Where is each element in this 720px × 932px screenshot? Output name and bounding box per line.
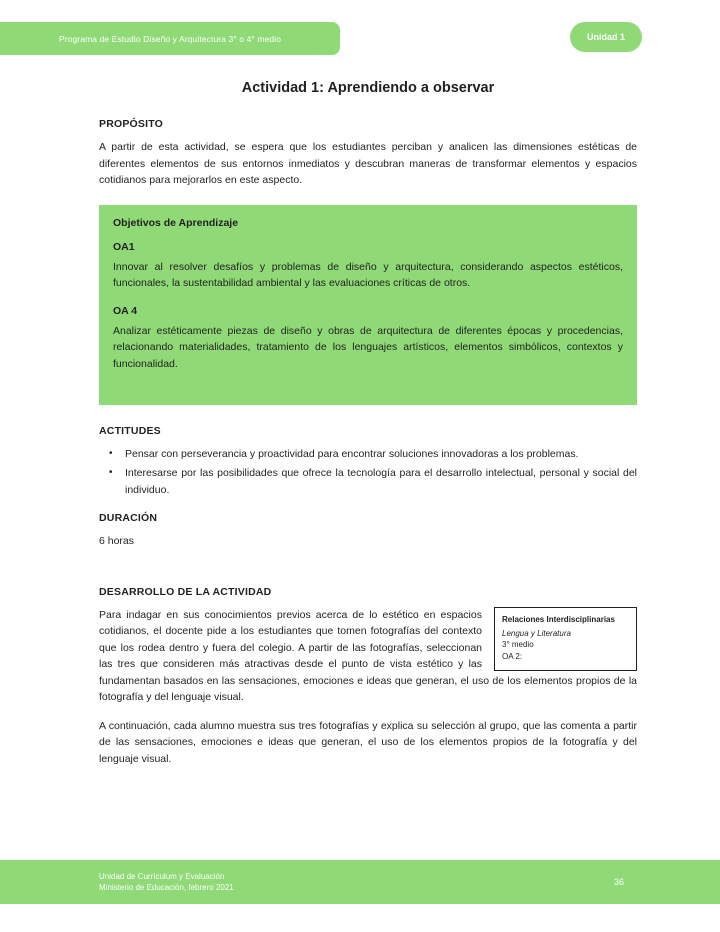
section-label-attitudes: ACTITUDES xyxy=(99,424,161,437)
header-program-bar xyxy=(0,22,340,55)
oa-code-2: OA 4 xyxy=(113,304,138,317)
development-paragraph-1: Para indagar en sus conocimientos previos acerca de lo estético en espacios cotidianos, el docente pide a los estudiantes que tomen fotografías del contexto que los rodea dentro y fuera del colegio. A partir de las fotografías, seleccionan las tres que consideren más atractivas desde el punto de vista estético y las fundamentan basados en las sensaciones, emociones e ideas que generan, el uso de los elementos propios de la fotografía y del lenguaje visual. xyxy=(99,608,637,703)
interdisciplinary-subject: Lengua y Literatura xyxy=(502,628,571,638)
footer-page-number: 36 xyxy=(613,877,624,887)
page-title: Actividad 1: Aprendiendo a observar xyxy=(241,80,495,96)
oa-text-1: Innovar al resolver desafíos y problemas de diseño y arquitectura, considerando aspectos estéticos, funcionales, la sustentabilidad ambiental y las evaluaciones críticas de otros. xyxy=(113,260,623,289)
footer-credits xyxy=(99,871,234,894)
document-content xyxy=(99,80,637,779)
footer-bar xyxy=(0,860,720,904)
interdisciplinary-title: Relaciones Interdisciplinarias xyxy=(502,614,615,624)
footer-line-1: Unidad de Currículum y Evaluación xyxy=(99,871,225,881)
unit-badge-label: Unidad 1 xyxy=(586,32,625,42)
section-label-duration: DURACIÓN xyxy=(99,512,158,524)
section-label-development: DESARROLLO DE LA ACTIVIDAD xyxy=(99,585,272,598)
list-item: • Pensar con perseverancia y proactividad para encontrar soluciones innovadoras a los problemas. xyxy=(125,446,637,463)
development-block xyxy=(99,607,637,706)
footer-line-2: Ministerio de Educación, febrero 2021 xyxy=(99,883,234,892)
list-item: • Interesarse por las posibilidades que ofrece la tecnología para el desarrollo intelectual, personal y social del individuo. xyxy=(125,465,637,498)
learning-objectives-box xyxy=(99,205,637,405)
section-label-purpose: PROPÓSITO xyxy=(99,118,164,130)
attitudes-list xyxy=(99,446,637,499)
unit-badge xyxy=(570,22,642,52)
interdisciplinary-level: 3° medio xyxy=(502,640,534,649)
oa-text-2: Analizar estéticamente piezas de diseño y obras de arquitectura de diferentes épocas y procedencias, relacionando materialidades, tratamiento de los lenguajes artísticos, elementos simbólicos, contextos y funcionalidad. xyxy=(113,324,623,370)
learning-objectives-title: Objetivos de Aprendizaje xyxy=(113,216,239,229)
development-paragraph-2: A continuación, cada alumno muestra sus tres fotografías y explica su selección al grupo, que las comenta a partir de las sensaciones, emociones e ideas que generan, el uso de los elementos propios de la fotografía y del lenguaje visual. xyxy=(99,719,637,765)
interdisciplinary-oa: OA 2: xyxy=(502,651,523,661)
purpose-text: A partir de esta actividad, se espera que los estudiantes perciban y analicen las dimensiones estéticas de diferentes elementos de sus entornos inmediatos y descubran maneras de transformar elementos y espacios cotidianos para mejorarlos en este aspecto. xyxy=(99,141,637,186)
interdisciplinary-box xyxy=(494,607,637,672)
duration-value: 6 horas xyxy=(99,535,135,547)
oa-code-1: OA1 xyxy=(113,240,135,253)
header-program-label: Programa de Estudio Diseño y Arquitectura 3° o 4° medio xyxy=(58,33,282,44)
